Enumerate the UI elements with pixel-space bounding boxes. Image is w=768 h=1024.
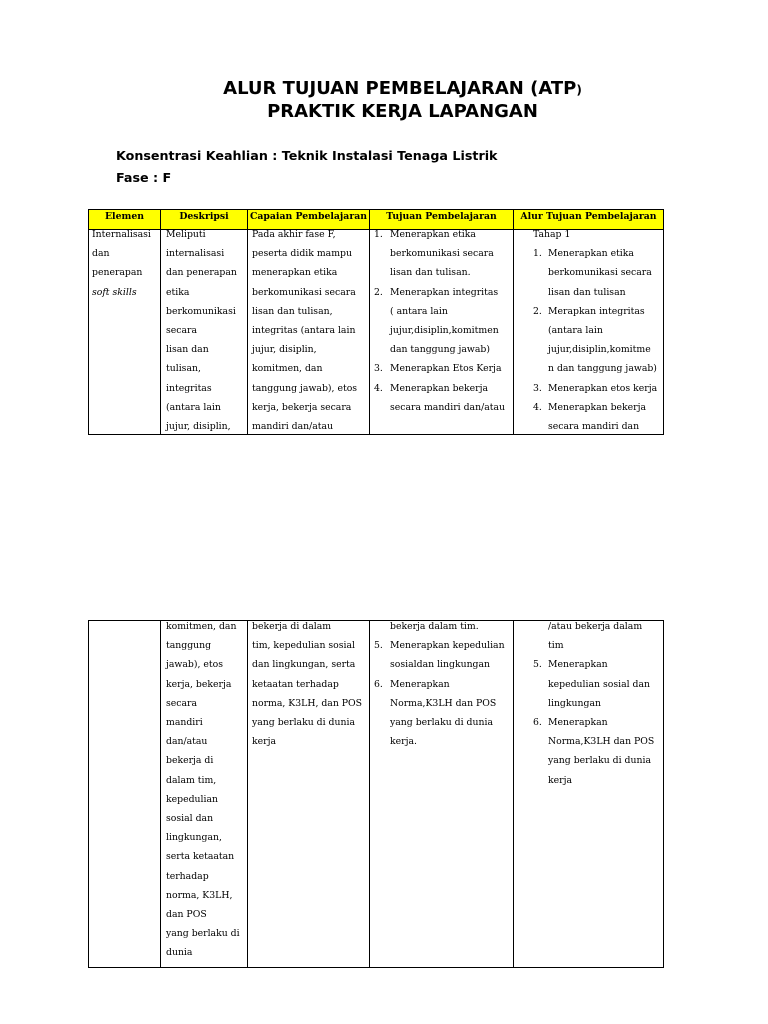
header-tujuan-pembelajaran: Tujuan Pembelajaran: [370, 210, 514, 230]
text-line: Meliputi: [166, 230, 206, 240]
list-item-text: [548, 713, 654, 790]
atp-table-part-2: [88, 620, 664, 968]
text-line: kerja, bekerja: [166, 678, 232, 690]
list-item-text: [390, 636, 505, 674]
text-line: serta ketaatan: [166, 851, 235, 863]
list-number: 4.: [533, 401, 542, 413]
text-line: jujur, disiplin,: [252, 344, 317, 356]
text-line: lisan dan tulisan: [548, 286, 626, 298]
list-item-text: [390, 283, 499, 360]
cell-tujuan-pembelajaran: [370, 230, 514, 435]
list-item: [374, 675, 513, 752]
header-elemen: Elemen: [89, 210, 161, 230]
text-line: dan: [92, 248, 110, 260]
text-line: Tahap 1: [533, 230, 571, 240]
text-line: kerja.: [390, 736, 417, 748]
list-number: 3.: [374, 363, 383, 375]
text-line: dan/atau: [166, 736, 208, 748]
list-item: [374, 379, 513, 417]
text-line: dan tanggung jawab): [390, 344, 490, 356]
text-line: bekerja dalam tim.: [390, 621, 479, 632]
text-line: penerapan: [92, 267, 143, 279]
text-line: Menerapkan: [548, 659, 608, 671]
list-item: [533, 655, 663, 713]
text-line: kerja, bekerja secara: [252, 401, 352, 413]
cell-elemen: [89, 230, 161, 435]
list-number: 6.: [533, 717, 542, 729]
cell-capaian-pembelajaran: [248, 230, 370, 435]
text-line: secara mandiri dan/atau: [390, 401, 506, 413]
list-number: [374, 621, 390, 636]
text-line: jujur,disiplin,komitmen: [390, 325, 499, 337]
text-line: tim: [548, 640, 564, 652]
text-line: Menerapkan etos kerja: [548, 382, 658, 394]
text-line: norma, K3LH, dan POS: [252, 697, 363, 709]
text-line: sosialdan lingkungan: [390, 659, 491, 671]
document-title-line-1: [88, 78, 717, 101]
cell-content: [374, 230, 513, 417]
list-item: [374, 283, 513, 360]
text-line: Menerapkan bekerja: [548, 401, 647, 413]
text-line: kepedulian sosial dan: [548, 678, 651, 690]
cell-elemen: [89, 621, 161, 968]
text-line: Menerapkan integritas: [390, 286, 499, 298]
document-title-line-1-text: ALUR TUJUAN PEMBELAJARAN (ATP: [223, 78, 577, 99]
text-line: Pada akhir fase F,: [252, 230, 336, 240]
document-title-closing-paren: ): [576, 83, 582, 97]
text-line: dan POS: [166, 909, 207, 921]
text-line: integritas: [166, 382, 212, 394]
list-item: [374, 621, 513, 636]
paragraph: [166, 621, 247, 963]
paragraph: [166, 230, 247, 435]
text-line: yang berlaku di: [166, 928, 240, 940]
text-line: Norma,K3LH dan POS: [390, 697, 497, 709]
list-item: [533, 302, 663, 379]
text-line: tanggung jawab), etos: [252, 382, 358, 394]
text-line: berkomunikasi secara: [252, 286, 356, 298]
list-number: 1.: [374, 230, 383, 240]
list-item-text: [548, 302, 657, 379]
text-line: n dan tanggung jawab): [548, 363, 657, 375]
cell-content: [166, 230, 247, 435]
text-line: kerja: [548, 774, 573, 786]
text-line: (antara lain: [548, 325, 603, 337]
text-line: lisan dan tulisan.: [390, 267, 471, 279]
text-line: jawab), etos: [166, 659, 224, 671]
paragraph: [533, 230, 663, 244]
text-line: (antara lain: [166, 401, 221, 413]
text-line: dunia: [166, 947, 193, 959]
cell-alur-tujuan-pembelajaran: [514, 230, 664, 435]
list-number: [533, 621, 548, 655]
list-number: 2.: [374, 286, 383, 298]
cell-content: [533, 621, 663, 790]
list-item-text: [548, 621, 642, 655]
text-line: soft skills: [92, 286, 137, 298]
text-line: kerja: [252, 736, 277, 748]
text-line: Norma,K3LH dan POS: [548, 736, 655, 748]
text-line: jujur,disiplin,komitme: [548, 344, 651, 356]
cell-deskripsi: [161, 621, 248, 968]
list-number: 3.: [533, 382, 542, 394]
list-item: [533, 244, 663, 302]
list-number: 6.: [374, 678, 383, 690]
text-line: yang berlaku di dunia: [548, 755, 652, 767]
text-line: kepedulian: [166, 793, 219, 805]
paragraph: [252, 230, 369, 435]
text-line: lisan dan tulisan,: [252, 305, 333, 317]
list-number: 4.: [374, 382, 383, 394]
header-deskripsi: Deskripsi: [161, 210, 248, 230]
text-line: sosial dan: [166, 813, 214, 825]
cell-tujuan-pembelajaran: [370, 621, 514, 968]
fase: Fase : F: [116, 170, 172, 185]
document-title-line-2: PRAKTIK KERJA LAPANGAN: [267, 101, 538, 122]
list-item: [533, 379, 663, 398]
text-line: norma, K3LH,: [166, 889, 233, 901]
text-line: tim, kepedulian sosial: [252, 640, 356, 652]
text-line: lingkungan: [548, 697, 601, 709]
text-line: mandiri: [166, 717, 203, 729]
text-line: lingkungan,: [166, 832, 222, 844]
text-line: ( antara lain: [390, 305, 448, 317]
text-line: Menerapkan kepedulian: [390, 640, 505, 652]
text-line: dan penerapan: [166, 267, 237, 279]
text-line: dalam tim,: [166, 774, 217, 786]
document-title: [88, 78, 717, 122]
list-item: [533, 398, 663, 435]
text-line: Menerapkan etika: [390, 230, 476, 240]
text-line: yang berlaku di dunia: [252, 717, 356, 729]
text-line: peserta didik mampu: [252, 248, 352, 260]
list-number: 1.: [533, 248, 542, 260]
konsentrasi-keahlian: Konsentrasi Keahlian : Teknik Instalasi Tenaga Listrik: [116, 148, 498, 163]
text-line: secara: [166, 325, 198, 337]
list-item: [374, 359, 513, 378]
text-line: mandiri dan/atau: [252, 421, 334, 433]
cell-content: [252, 621, 369, 751]
text-line: Menerapkan etika: [548, 248, 634, 260]
text-line: bekerja di: [166, 755, 214, 767]
paragraph: [92, 283, 160, 302]
list-item: [533, 621, 663, 655]
list-number: 2.: [533, 305, 542, 317]
cell-content: [252, 230, 369, 435]
text-line: integritas (antara lain: [252, 325, 356, 337]
text-line: lisan dan: [166, 344, 209, 356]
text-line: terhadap: [166, 870, 209, 882]
cell-capaian-pembelajaran: [248, 621, 370, 968]
cell-content: [92, 230, 160, 302]
text-line: etika: [166, 286, 190, 298]
text-line: Menerapkan Etos Kerja: [390, 363, 502, 375]
paragraph: [252, 621, 369, 751]
paragraph: [92, 230, 160, 283]
text-line: jujur, disiplin,: [166, 421, 231, 433]
text-line: komitmen, dan: [166, 621, 237, 632]
text-line: komitmen, dan: [252, 363, 323, 375]
cell-alur-tujuan-pembelajaran: [514, 621, 664, 968]
list-item-text: [548, 244, 652, 302]
list-item-text: [390, 230, 494, 283]
text-line: Merapkan integritas: [548, 305, 645, 317]
text-line: Menerapkan bekerja: [390, 382, 489, 394]
list-number: 5.: [374, 640, 383, 652]
text-line: bekerja di dalam: [252, 621, 332, 632]
header-capaian-pembelajaran: Capaian Pembelajaran: [248, 210, 370, 230]
list-item-text: [548, 379, 657, 398]
list-item: [374, 636, 513, 674]
list-item-text: [548, 398, 646, 435]
list-item: [533, 713, 663, 790]
list-item-text: [390, 675, 496, 752]
text-line: berkomunikasi secara: [390, 248, 494, 260]
text-line: tulisan,: [166, 363, 201, 375]
atp-table-part-1: [88, 209, 664, 435]
header-alur-tujuan-pembelajaran: Alur Tujuan Pembelajaran: [514, 210, 664, 230]
text-line: internalisasi: [166, 248, 225, 260]
list-item-text: [390, 621, 479, 636]
text-line: menerapkan etika: [252, 267, 338, 279]
text-line: berkomunikasi: [166, 305, 236, 317]
text-line: /atau bekerja dalam: [548, 621, 643, 632]
cell-content: [166, 621, 247, 963]
text-line: Internalisasi: [92, 230, 151, 240]
list-item-text: [390, 359, 501, 378]
cell-content: [533, 230, 663, 435]
list-item-text: [548, 655, 650, 713]
text-line: secara: [166, 697, 198, 709]
text-line: berkomunikasi secara: [548, 267, 652, 279]
text-line: tanggung: [166, 640, 212, 652]
list-item: [374, 230, 513, 283]
text-line: secara mandiri dan: [548, 421, 640, 433]
list-item-text: [390, 379, 505, 417]
text-line: ketaatan terhadap: [252, 678, 339, 690]
text-line: yang berlaku di dunia: [390, 717, 494, 729]
list-number: 5.: [533, 659, 542, 671]
cell-deskripsi: [161, 230, 248, 435]
text-line: Menerapkan: [390, 678, 450, 690]
text-line: Menerapkan: [548, 717, 608, 729]
cell-content: [374, 621, 513, 751]
text-line: dan lingkungan, serta: [252, 659, 356, 671]
